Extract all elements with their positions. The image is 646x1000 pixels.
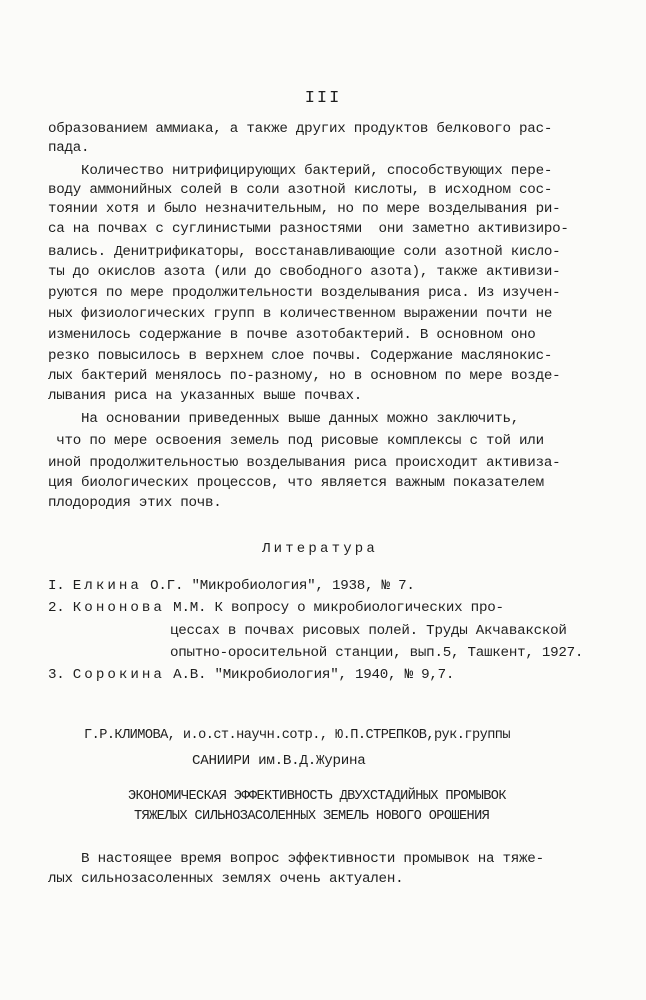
text-line: ных физиологических групп в количественном выражении почти не xyxy=(48,306,553,322)
reference-entry xyxy=(48,599,504,617)
text-line: ты до окислов азота (или до свободного азота), также активизи- xyxy=(48,264,561,280)
reference-continuation: цессах в почвах рисовых полей. Труды Акчавакской xyxy=(170,623,567,639)
reference-author: Сорокина xyxy=(72,667,165,683)
text-line: лых сильнозасоленных землях очень актуален. xyxy=(48,871,404,887)
article-authors: Г.Р.КЛИМОВА, и.о.ст.научн.сотр., Ю.П.СТРЕПКОВ,рук.группы xyxy=(84,728,511,743)
text-line: са на почвах с суглинистыми разностями они заметно активизиро- xyxy=(48,221,569,237)
article-title-line: ТЯЖЕЛЫХ СИЛЬНОЗАСОЛЕННЫХ ЗЕМЕЛЬ НОВОГО ОРОШЕНИЯ xyxy=(134,809,490,824)
reference-text: М.М. К вопросу о микробиологических про- xyxy=(164,600,504,616)
text-line: На основании приведенных выше данных можно заключить, xyxy=(48,411,520,427)
text-line: тоянии хотя и было незначительным, но по мере возделывания ри- xyxy=(48,201,561,217)
text-line: плодородия этих почв. xyxy=(48,495,222,511)
reference-continuation: опытно-оросительной станции, вып.5, Ташкент, 1927. xyxy=(170,645,584,661)
text-line: руются по мере продолжительности возделывания риса. Из изучен- xyxy=(48,285,561,301)
article-institute: САНИИРИ им.В.Д.Журина xyxy=(192,753,366,769)
text-line: пада. xyxy=(48,140,90,156)
text-line: лых бактерий менялось по-разному, но в основном по мере возде- xyxy=(48,368,561,384)
text-line: резко повысилось в верхнем слое почвы. Содержание маслянокис- xyxy=(48,348,553,364)
article-title-line: ЭКОНОМИЧЕСКАЯ ЭФФЕКТИВНОСТЬ ДВУХСТАДИЙНЫХ ПРОМЫВОК xyxy=(128,789,506,804)
text-line: лывания риса на указанных выше почвах. xyxy=(48,388,363,404)
reference-number: I. xyxy=(48,578,65,594)
text-line: Количество нитрифицирующих бактерий, способствующих пере- xyxy=(48,163,553,179)
text-line: что по мере освоения земель под рисовые комплексы с той или xyxy=(48,433,544,449)
text-line: В настоящее время вопрос эффективности промывок на тяже- xyxy=(48,851,544,867)
reference-text: О.Г. "Микробиология", 1938, № 7. xyxy=(141,578,415,594)
reference-author: Кононова xyxy=(72,600,165,616)
reference-author: Елкина xyxy=(72,578,142,594)
text-line: иной продолжительностью возделывания риса происходит активиза- xyxy=(48,455,561,471)
reference-entry xyxy=(48,577,415,595)
text-line: образованием аммиака, а также других продуктов белкового рас- xyxy=(48,121,553,137)
reference-text: А.В. "Микробиология", 1940, № 9,7. xyxy=(164,667,455,683)
page-number: III xyxy=(304,89,342,108)
text-line: воду аммонийных солей в соли азотной кислоты, в исходном сос- xyxy=(48,182,553,198)
reference-number: 2. xyxy=(48,600,65,616)
reference-number: 3. xyxy=(48,667,65,683)
text-line: изменилось содержание в почве азотобактерий. В основном оно xyxy=(48,327,536,343)
text-line: ция биологических процессов, что является важным показателем xyxy=(48,475,544,491)
text-line: вались. Денитрификаторы, восстанавливающие соли азотной кисло- xyxy=(48,244,561,260)
literature-heading: Литература xyxy=(262,541,379,557)
reference-entry xyxy=(48,666,454,684)
